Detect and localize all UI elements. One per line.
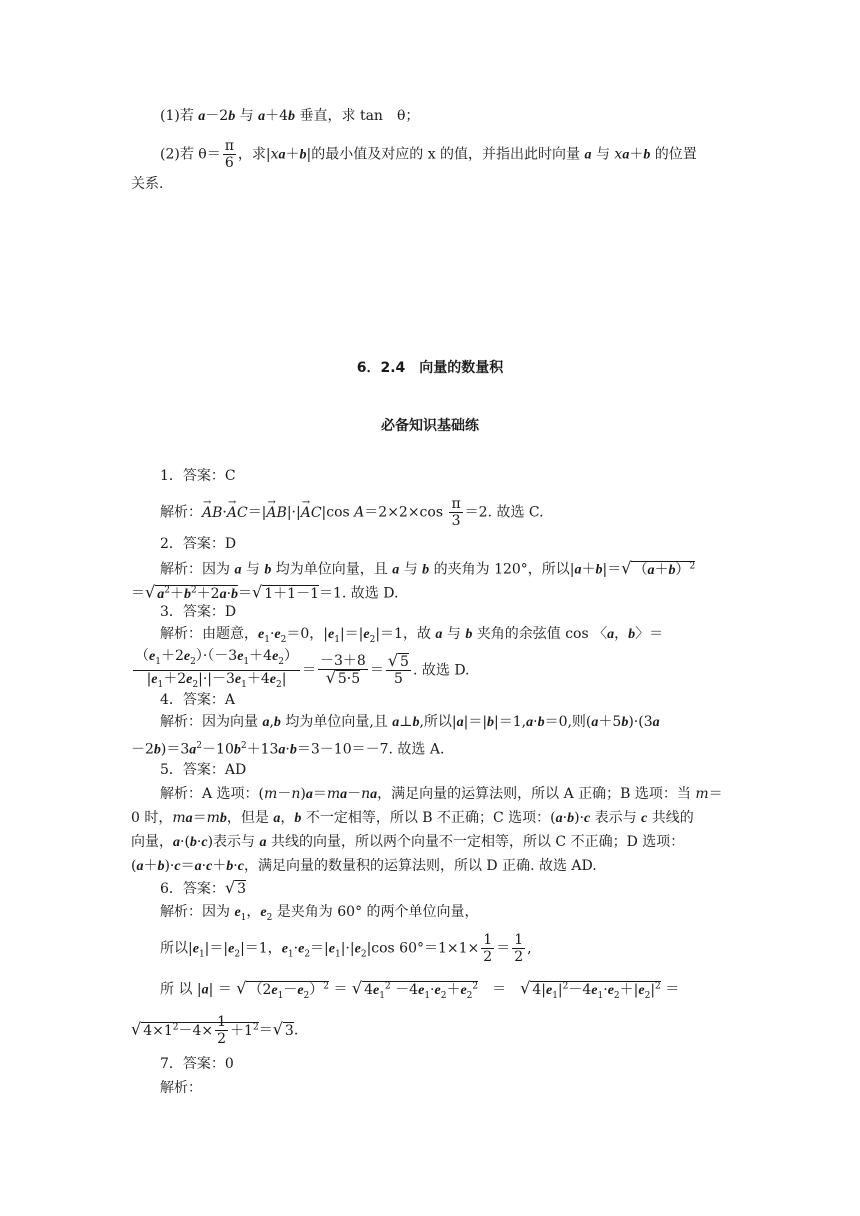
answer-4: 4．答案：A [160, 692, 236, 708]
analysis-5-line-4: (a＋b)·c＝a·c＋b·c，满足向量的数量积的运算法则，所以 D 正确. 故选 AD. [131, 858, 597, 874]
analysis-2-line-2: ＝√ $a^2+b^2+2a\cdot b=√$ 1＋1－1＝1. 故选 D. [131, 582, 399, 602]
section-subtitle: 必备知识基础练 [381, 418, 479, 434]
problem-part-2: (2)若 θ＝ $\frac{\pi}{6}$ ，求|xa＋b|的最小值及对应的 x 的值，并指出此时向量 a 与 xa＋b 的位置 [160, 138, 697, 171]
problem-part-2-line-2: 关系. [131, 176, 164, 192]
analysis-6: 解析：因为 $e_1$，$e_2$ 是夹角为 60° 的两个单位向量， [160, 904, 479, 923]
answer-3: 3．答案：D [160, 604, 237, 620]
answer-6: 6．答案：√ 3 [160, 878, 247, 897]
analysis-3: 解析：由题意，$e_1\cdot e_2=0$，$|e_1|=|e_2|=1$，故 a 与 b 夹角的余弦值 cos 〈a，b〉＝ [160, 626, 664, 645]
fraction-pi-6: $\frac{\pi}{6}$ [224, 138, 234, 171]
analysis-5: 解析：A 选项：(m－n)a＝ma－na，满足向量的运算法则，所以 A 正确；B 选项：当 m＝ [160, 786, 723, 802]
answer-5: 5．答案：AD [160, 762, 247, 778]
analysis-4: 解析：因为向量 a,b 均为单位向量,且 a⊥b,所以|a|＝|b|＝1,a·b＝0,则(a＋5b)·(3a [160, 714, 660, 730]
analysis-3-line-2: $\frac{(e_1+2e_2)\cdot(-3e_1+4e_2)}{|e_1+2e_2|\cdot|-3e_1+4e_2|}$ ＝ $\frac{-3+8}{√ 5\cdot 5}$ ＝ $\frac{√ 5}{5}$ . 故选 D. [135, 648, 470, 690]
analysis-7: 解析： [160, 1080, 202, 1096]
analysis-6-line-2: 所以$|e_1|=|e_2|=1$，$e_1\cdot e_2=|e_1|\cdot|e_2|\cos$ 60°＝1×1× $\frac{1}{2}$ ＝ $\frac{1}{2}$ , [160, 932, 532, 965]
section-title: 6．2.4 向量的数量积 [356, 360, 504, 376]
analysis-2: 解析：因为 a 与 b 均为单位向量，且 a 与 b 的夹角为 120°，所以|a＋b|＝√ $(a+b)^2$ [160, 558, 696, 578]
analysis-6-line-4: √ $4\times 1^2-4\times$ $\frac{1}{2}$ $+1^2=√$ 3. [131, 1014, 299, 1047]
answer-2: 2．答案：D [160, 536, 237, 552]
analysis-5-line-3: 向量，a·(b·c)表示与 a 共线的向量，所以两个向量不一定相等，所以 C 不正确；D 选项： [131, 834, 685, 850]
analysis-5-line-2: 0 时，ma＝mb，但是 a，b 不一定相等，所以 B 不正确；C 选项：(a·b)·c 表示与 c 共线的 [131, 810, 694, 826]
answer-1: 1．答案：C [160, 468, 236, 484]
answer-7: 7．答案：0 [160, 1056, 234, 1072]
analysis-4-line-2: $-2b)=3a^2-10b^2+13a\cdot b=3-10=-7$. 故选 A. [131, 741, 445, 758]
analysis-1: 解析：→ AB·→ AC＝|→ AB|·|→ AC|cos A＝2×2×cos $\frac{\pi}{3}$ ＝2. 故选 C. [160, 496, 544, 529]
analysis-6-line-3: 所 以 |a| ＝ √ $(2e_1-e_2)^2$ ＝ √ $4e_1^2 -4e_1\cdot e_2+e_2^2$ ＝ √ $4|e_1|^2-4e_1\cdot e_2+|e_2|^2$ ＝ [160, 978, 680, 1001]
problem-part-1: (1)若 a－2b 与 a＋4b 垂直，求 tan θ； [160, 108, 420, 124]
